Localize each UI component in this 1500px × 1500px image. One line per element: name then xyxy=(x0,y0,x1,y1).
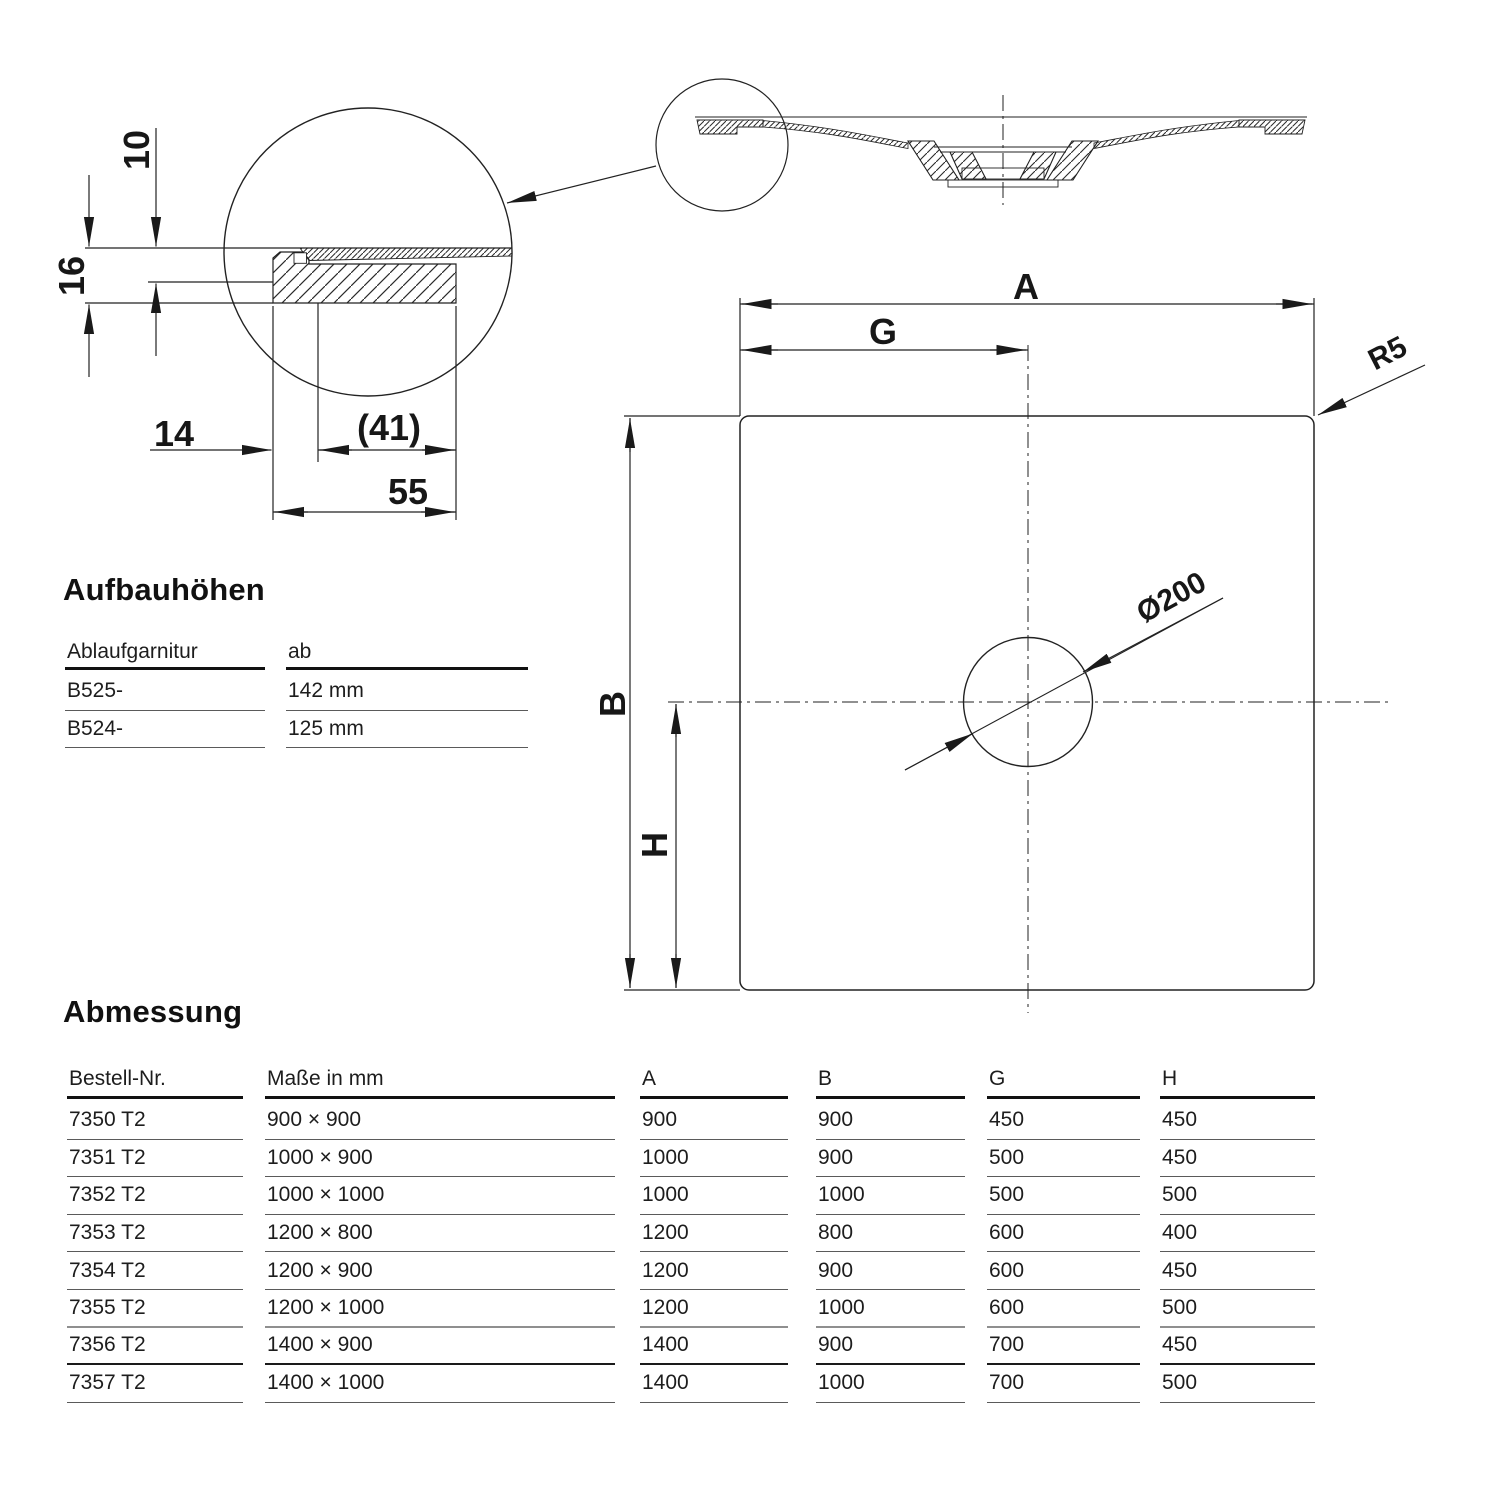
cell-masse: 900 × 900 xyxy=(265,1102,615,1140)
cell-h: 450 xyxy=(1160,1328,1315,1366)
cell-b: 900 xyxy=(816,1328,965,1366)
cell-b: 900 xyxy=(816,1140,965,1178)
cell-g: 500 xyxy=(987,1140,1140,1178)
cell-bestell: 7356 T2 xyxy=(67,1328,243,1366)
table-row xyxy=(0,1102,1500,1140)
dimension-labels xyxy=(51,130,1412,858)
table-row xyxy=(0,1252,1500,1290)
dim-label-14: 14 xyxy=(153,413,195,454)
aufbau-header-row xyxy=(0,637,1500,670)
cell-masse: 1000 × 900 xyxy=(265,1140,615,1178)
cell-g: 500 xyxy=(987,1177,1140,1215)
cell-b: 1000 xyxy=(816,1365,965,1403)
dim-label-G: G xyxy=(868,311,898,352)
dim-label-16: 16 xyxy=(51,255,92,297)
cell-a: 1200 xyxy=(640,1252,788,1290)
cell-h: 400 xyxy=(1160,1215,1315,1253)
dim-label-R5: R5 xyxy=(1363,330,1413,377)
cell-bestell: 7351 T2 xyxy=(67,1140,243,1178)
table-row xyxy=(0,1290,1500,1328)
seal-groove xyxy=(294,253,307,263)
cell-b: 1000 xyxy=(816,1177,965,1215)
aufbau-title: Aufbauhöhen xyxy=(63,572,265,607)
col-b: B xyxy=(816,1062,965,1099)
cell-h: 500 xyxy=(1160,1290,1315,1328)
cell-bestell: 7350 T2 xyxy=(67,1102,243,1140)
cell-b: 1000 xyxy=(816,1290,965,1328)
table-row xyxy=(0,1140,1500,1178)
aufbau-col-ab: ab xyxy=(286,637,528,670)
tray-sheet-section xyxy=(300,248,512,261)
cell-a: 1400 xyxy=(640,1328,788,1366)
cell-a: 1000 xyxy=(640,1177,788,1215)
cell-b: 800 xyxy=(816,1215,965,1253)
aufbau-cell: B525- xyxy=(65,673,265,711)
detail-leader-arrow xyxy=(507,166,656,203)
cell-bestell: 7357 T2 xyxy=(67,1365,243,1403)
aufbau-cell: B524- xyxy=(65,711,265,749)
sheet-left xyxy=(763,121,908,149)
cell-masse: 1000 × 1000 xyxy=(265,1177,615,1215)
cell-h: 450 xyxy=(1160,1102,1315,1140)
aufbau-col-ablaufgarnitur: Ablaufgarnitur xyxy=(65,637,265,670)
right-edge-lip xyxy=(1239,120,1305,134)
cell-g: 700 xyxy=(987,1328,1140,1366)
table-row xyxy=(0,673,1500,711)
col-h: H xyxy=(1160,1062,1315,1099)
dim-label-10: 10 xyxy=(116,129,157,171)
dim-label-H: H xyxy=(634,832,675,858)
cell-masse: 1400 × 1000 xyxy=(265,1365,615,1403)
callout-circle xyxy=(656,79,788,211)
detail-view xyxy=(85,108,656,520)
cell-bestell: 7352 T2 xyxy=(67,1177,243,1215)
sheet-right xyxy=(1094,121,1239,149)
cell-masse: 1200 × 1000 xyxy=(265,1290,615,1328)
cell-b: 900 xyxy=(816,1102,965,1140)
col-a: A xyxy=(640,1062,788,1099)
cell-g: 450 xyxy=(987,1102,1140,1140)
cell-masse: 1400 × 900 xyxy=(265,1328,615,1366)
table-row xyxy=(0,1365,1500,1403)
cell-masse: 1200 × 800 xyxy=(265,1215,615,1253)
aufbau-cell: 125 mm xyxy=(286,711,528,749)
dim-label-41: (41) xyxy=(356,407,422,448)
dim-label-diameter-200: Ø200 xyxy=(1131,565,1212,630)
cell-bestell: 7354 T2 xyxy=(67,1252,243,1290)
left-edge-lip xyxy=(697,120,763,134)
cell-masse: 1200 × 900 xyxy=(265,1252,615,1290)
dim-label-A: A xyxy=(1013,266,1039,307)
cell-g: 700 xyxy=(987,1365,1140,1403)
col-g: G xyxy=(987,1062,1140,1099)
cell-a: 1000 xyxy=(640,1140,788,1178)
abmessung-header-row xyxy=(0,1062,1500,1099)
cell-g: 600 xyxy=(987,1252,1140,1290)
table-row xyxy=(0,1177,1500,1215)
dim-label-55: 55 xyxy=(387,471,429,512)
cell-h: 450 xyxy=(1160,1140,1315,1178)
dim-label-B: B xyxy=(592,691,633,717)
cell-h: 500 xyxy=(1160,1177,1315,1215)
col-masse: Maße in mm xyxy=(265,1062,615,1099)
cell-g: 600 xyxy=(987,1215,1140,1253)
cell-h: 500 xyxy=(1160,1365,1315,1403)
cell-a: 1200 xyxy=(640,1215,788,1253)
cell-h: 450 xyxy=(1160,1252,1315,1290)
side-view xyxy=(656,79,1307,211)
aufbau-cell: 142 mm xyxy=(286,673,528,711)
abmessung-title: Abmessung xyxy=(63,994,243,1029)
cell-b: 900 xyxy=(816,1252,965,1290)
table-row xyxy=(0,1328,1500,1366)
cell-a: 1400 xyxy=(640,1365,788,1403)
cell-bestell: 7355 T2 xyxy=(67,1290,243,1328)
col-bestell-nr: Bestell-Nr. xyxy=(67,1062,243,1099)
table-row xyxy=(0,1215,1500,1253)
table-row xyxy=(0,711,1500,749)
cell-bestell: 7353 T2 xyxy=(67,1215,243,1253)
r5-leader-arrow xyxy=(1318,365,1425,415)
cell-a: 900 xyxy=(640,1102,788,1140)
cell-g: 600 xyxy=(987,1290,1140,1328)
cell-a: 1200 xyxy=(640,1290,788,1328)
